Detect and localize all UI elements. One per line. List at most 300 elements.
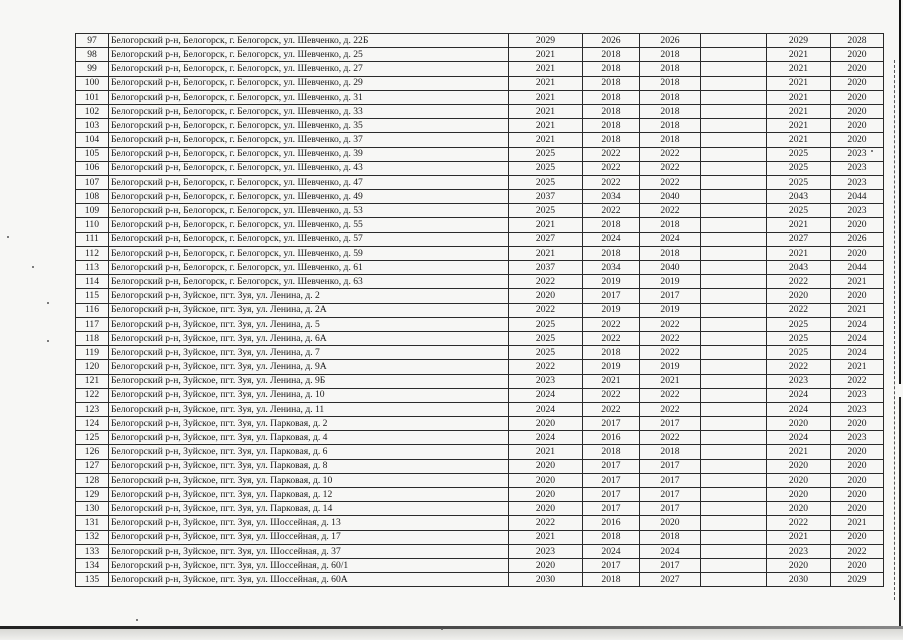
address-cell: Белогорский р-н, Зуйское, пгт. Зуя, ул. Шоссейная, д. 60/1 (109, 558, 509, 572)
year-cell-5: 2021 (767, 76, 831, 90)
year-cell-3: 2022 (640, 147, 701, 161)
year-cell-3: 2018 (640, 76, 701, 90)
year-cell-3: 2018 (640, 133, 701, 147)
table-row (76, 34, 884, 48)
row-number: 109 (76, 204, 109, 218)
year-cell-2: 2018 (583, 76, 640, 90)
year-cell-1: 2022 (509, 516, 583, 530)
year-cell-1: 2025 (509, 175, 583, 189)
year-cell-5: 2022 (767, 303, 831, 317)
year-cell-1: 2020 (509, 289, 583, 303)
scan-speck (441, 628, 443, 630)
year-cell-4 (701, 459, 767, 473)
row-number: 131 (76, 516, 109, 530)
year-cell-2: 2018 (583, 530, 640, 544)
year-cell-2: 2019 (583, 275, 640, 289)
row-number: 117 (76, 317, 109, 331)
year-cell-6: 2020 (831, 502, 884, 516)
address-cell: Белогорский р-н, Белогорск, г. Белогорск, ул. Шевченко, д. 22Б (109, 34, 509, 48)
address-cell: Белогорский р-н, Белогорск, г. Белогорск, ул. Шевченко, д. 53 (109, 204, 509, 218)
address-cell: Белогорский р-н, Зуйское, пгт. Зуя, ул. Парковая, д. 6 (109, 445, 509, 459)
row-number: 130 (76, 502, 109, 516)
year-cell-5: 2022 (767, 516, 831, 530)
year-cell-5: 2023 (767, 544, 831, 558)
year-cell-5: 2022 (767, 275, 831, 289)
table-row (76, 261, 884, 275)
year-cell-1: 2020 (509, 558, 583, 572)
year-cell-5: 2027 (767, 232, 831, 246)
scan-bottom-shadow (0, 629, 903, 640)
address-cell: Белогорский р-н, Белогорск, г. Белогорск, ул. Шевченко, д. 39 (109, 147, 509, 161)
year-cell-2: 2017 (583, 473, 640, 487)
table-row (76, 502, 884, 516)
year-cell-3: 2022 (640, 175, 701, 189)
address-cell: Белогорский р-н, Зуйское, пгт. Зуя, ул. Ленина, д. 2 (109, 289, 509, 303)
year-cell-6: 2023 (831, 204, 884, 218)
table-body (76, 34, 884, 587)
year-cell-4 (701, 388, 767, 402)
year-cell-6: 2023 (831, 175, 884, 189)
year-cell-3: 2027 (640, 573, 701, 587)
year-cell-5: 2021 (767, 104, 831, 118)
year-cell-5: 2025 (767, 175, 831, 189)
address-cell: Белогорский р-н, Зуйское, пгт. Зуя, ул. Ленина, д. 9А (109, 360, 509, 374)
address-cell: Белогорский р-н, Белогорск, г. Белогорск, ул. Шевченко, д. 55 (109, 218, 509, 232)
year-cell-3: 2022 (640, 388, 701, 402)
row-number: 99 (76, 62, 109, 76)
year-cell-1: 2024 (509, 402, 583, 416)
year-cell-3: 2018 (640, 104, 701, 118)
year-cell-1: 2025 (509, 161, 583, 175)
year-cell-3: 2040 (640, 190, 701, 204)
year-cell-1: 2020 (509, 459, 583, 473)
year-cell-1: 2021 (509, 119, 583, 133)
year-cell-1: 2022 (509, 360, 583, 374)
table-row (76, 431, 884, 445)
year-cell-5: 2025 (767, 161, 831, 175)
year-cell-4 (701, 402, 767, 416)
year-cell-4 (701, 90, 767, 104)
year-cell-4 (701, 147, 767, 161)
year-cell-5: 2021 (767, 48, 831, 62)
year-cell-4 (701, 431, 767, 445)
page-edge-shadow (899, 0, 901, 640)
year-cell-4 (701, 417, 767, 431)
table-row (76, 76, 884, 90)
year-cell-4 (701, 76, 767, 90)
year-cell-3: 2018 (640, 218, 701, 232)
year-cell-6: 2020 (831, 48, 884, 62)
address-cell: Белогорский р-н, Зуйское, пгт. Зуя, ул. Парковая, д. 8 (109, 459, 509, 473)
year-cell-5: 2025 (767, 204, 831, 218)
year-cell-1: 2025 (509, 204, 583, 218)
year-cell-6: 2023 (831, 431, 884, 445)
address-cell: Белогорский р-н, Зуйское, пгт. Зуя, ул. Ленина, д. 5 (109, 317, 509, 331)
year-cell-1: 2021 (509, 133, 583, 147)
year-cell-3: 2017 (640, 473, 701, 487)
buildings-table (75, 33, 884, 587)
address-cell: Белогорский р-н, Белогорск, г. Белогорск, ул. Шевченко, д. 33 (109, 104, 509, 118)
year-cell-5: 2024 (767, 402, 831, 416)
year-cell-2: 2016 (583, 516, 640, 530)
year-cell-6: 2023 (831, 161, 884, 175)
year-cell-3: 2017 (640, 417, 701, 431)
year-cell-3: 2017 (640, 488, 701, 502)
year-cell-1: 2020 (509, 473, 583, 487)
year-cell-4 (701, 175, 767, 189)
row-number: 113 (76, 261, 109, 275)
table-row (76, 147, 884, 161)
year-cell-5: 2022 (767, 360, 831, 374)
year-cell-2: 2018 (583, 246, 640, 260)
year-cell-2: 2022 (583, 161, 640, 175)
row-number: 125 (76, 431, 109, 445)
table-row (76, 275, 884, 289)
year-cell-6: 2021 (831, 516, 884, 530)
row-number: 132 (76, 530, 109, 544)
table-row (76, 119, 884, 133)
table-row (76, 90, 884, 104)
year-cell-6: 2020 (831, 246, 884, 260)
year-cell-2: 2026 (583, 34, 640, 48)
year-cell-3: 2022 (640, 431, 701, 445)
year-cell-6: 2029 (831, 573, 884, 587)
year-cell-3: 2018 (640, 246, 701, 260)
address-cell: Белогорский р-н, Зуйское, пгт. Зуя, ул. Ленина, д. 6А (109, 331, 509, 345)
year-cell-6: 2020 (831, 417, 884, 431)
row-number: 116 (76, 303, 109, 317)
year-cell-1: 2020 (509, 502, 583, 516)
year-cell-6: 2026 (831, 232, 884, 246)
year-cell-6: 2020 (831, 473, 884, 487)
year-cell-6: 2024 (831, 331, 884, 345)
year-cell-6: 2020 (831, 76, 884, 90)
year-cell-2: 2018 (583, 48, 640, 62)
table-row (76, 346, 884, 360)
year-cell-5: 2021 (767, 62, 831, 76)
year-cell-2: 2016 (583, 431, 640, 445)
table-row (76, 488, 884, 502)
address-cell: Белогорский р-н, Белогорск, г. Белогорск, ул. Шевченко, д. 43 (109, 161, 509, 175)
year-cell-4 (701, 317, 767, 331)
year-cell-3: 2026 (640, 34, 701, 48)
year-cell-1: 2021 (509, 445, 583, 459)
year-cell-2: 2018 (583, 90, 640, 104)
scan-speck (47, 340, 49, 342)
row-number: 123 (76, 402, 109, 416)
year-cell-5: 2043 (767, 261, 831, 275)
year-cell-5: 2020 (767, 558, 831, 572)
year-cell-3: 2022 (640, 204, 701, 218)
year-cell-6: 2044 (831, 190, 884, 204)
year-cell-2: 2018 (583, 218, 640, 232)
table-row (76, 232, 884, 246)
year-cell-5: 2025 (767, 346, 831, 360)
address-cell: Белогорский р-н, Зуйское, пгт. Зуя, ул. Парковая, д. 2 (109, 417, 509, 431)
year-cell-3: 2018 (640, 445, 701, 459)
year-cell-2: 2034 (583, 190, 640, 204)
year-cell-5: 2030 (767, 573, 831, 587)
address-cell: Белогорский р-н, Зуйское, пгт. Зуя, ул. Шоссейная, д. 13 (109, 516, 509, 530)
table-row (76, 402, 884, 416)
year-cell-6: 2020 (831, 289, 884, 303)
year-cell-5: 2021 (767, 530, 831, 544)
year-cell-5: 2020 (767, 502, 831, 516)
scan-speck (47, 302, 49, 304)
table-row (76, 516, 884, 530)
year-cell-4 (701, 374, 767, 388)
year-cell-5: 2020 (767, 289, 831, 303)
year-cell-1: 2029 (509, 34, 583, 48)
year-cell-1: 2021 (509, 246, 583, 260)
address-cell: Белогорский р-н, Белогорск, г. Белогорск, ул. Шевченко, д. 47 (109, 175, 509, 189)
page-edge-dash (894, 60, 896, 600)
row-number: 106 (76, 161, 109, 175)
address-cell: Белогорский р-н, Белогорск, г. Белогорск, ул. Шевченко, д. 31 (109, 90, 509, 104)
scan-speck (32, 266, 34, 268)
table-row (76, 289, 884, 303)
year-cell-1: 2024 (509, 388, 583, 402)
row-number: 114 (76, 275, 109, 289)
table-row (76, 388, 884, 402)
year-cell-6: 2022 (831, 374, 884, 388)
year-cell-1: 2030 (509, 573, 583, 587)
row-number: 112 (76, 246, 109, 260)
table-row (76, 218, 884, 232)
year-cell-1: 2025 (509, 317, 583, 331)
year-cell-3: 2017 (640, 459, 701, 473)
year-cell-2: 2017 (583, 558, 640, 572)
year-cell-2: 2018 (583, 445, 640, 459)
year-cell-1: 2025 (509, 147, 583, 161)
year-cell-2: 2017 (583, 488, 640, 502)
year-cell-2: 2018 (583, 346, 640, 360)
year-cell-2: 2022 (583, 331, 640, 345)
row-number: 118 (76, 331, 109, 345)
year-cell-1: 2020 (509, 488, 583, 502)
row-number: 124 (76, 417, 109, 431)
year-cell-6: 2020 (831, 218, 884, 232)
year-cell-1: 2024 (509, 431, 583, 445)
year-cell-2: 2022 (583, 175, 640, 189)
year-cell-2: 2019 (583, 303, 640, 317)
year-cell-2: 2022 (583, 204, 640, 218)
address-cell: Белогорский р-н, Зуйское, пгт. Зуя, ул. Шоссейная, д. 60А (109, 573, 509, 587)
year-cell-4 (701, 289, 767, 303)
row-number: 115 (76, 289, 109, 303)
address-cell: Белогорский р-н, Белогорск, г. Белогорск, ул. Шевченко, д. 37 (109, 133, 509, 147)
address-cell: Белогорский р-н, Белогорск, г. Белогорск, ул. Шевченко, д. 25 (109, 48, 509, 62)
address-cell: Белогорский р-н, Белогорск, г. Белогорск, ул. Шевченко, д. 27 (109, 62, 509, 76)
year-cell-4 (701, 246, 767, 260)
year-cell-6: 2023 (831, 388, 884, 402)
row-number: 121 (76, 374, 109, 388)
row-number: 133 (76, 544, 109, 558)
address-cell: Белогорский р-н, Зуйское, пгт. Зуя, ул. Парковая, д. 4 (109, 431, 509, 445)
table-row (76, 544, 884, 558)
row-number: 120 (76, 360, 109, 374)
row-number: 102 (76, 104, 109, 118)
year-cell-3: 2022 (640, 402, 701, 416)
table-row (76, 558, 884, 572)
year-cell-2: 2017 (583, 289, 640, 303)
year-cell-3: 2018 (640, 119, 701, 133)
year-cell-2: 2017 (583, 417, 640, 431)
year-cell-6: 2024 (831, 346, 884, 360)
year-cell-5: 2021 (767, 90, 831, 104)
year-cell-6: 2028 (831, 34, 884, 48)
year-cell-4 (701, 544, 767, 558)
year-cell-4 (701, 218, 767, 232)
row-number: 103 (76, 119, 109, 133)
year-cell-5: 2025 (767, 317, 831, 331)
year-cell-5: 2021 (767, 246, 831, 260)
address-cell: Белогорский р-н, Зуйское, пгт. Зуя, ул. Шоссейная, д. 37 (109, 544, 509, 558)
table-row (76, 374, 884, 388)
year-cell-2: 2017 (583, 502, 640, 516)
row-number: 128 (76, 473, 109, 487)
year-cell-2: 2018 (583, 104, 640, 118)
year-cell-4 (701, 331, 767, 345)
year-cell-1: 2021 (509, 530, 583, 544)
year-cell-3: 2024 (640, 232, 701, 246)
year-cell-3: 2040 (640, 261, 701, 275)
row-number: 135 (76, 573, 109, 587)
table-row (76, 104, 884, 118)
year-cell-6: 2020 (831, 445, 884, 459)
address-cell: Белогорский р-н, Зуйское, пгт. Зуя, ул. Шоссейная, д. 17 (109, 530, 509, 544)
year-cell-6: 2020 (831, 62, 884, 76)
row-number: 104 (76, 133, 109, 147)
year-cell-4 (701, 190, 767, 204)
scan-speck (136, 619, 138, 621)
address-cell: Белогорский р-н, Белогорск, г. Белогорск, ул. Шевченко, д. 57 (109, 232, 509, 246)
year-cell-2: 2018 (583, 573, 640, 587)
row-number: 127 (76, 459, 109, 473)
year-cell-2: 2019 (583, 360, 640, 374)
year-cell-2: 2018 (583, 119, 640, 133)
address-cell: Белогорский р-н, Зуйское, пгт. Зуя, ул. Парковая, д. 12 (109, 488, 509, 502)
row-number: 98 (76, 48, 109, 62)
table-row (76, 190, 884, 204)
year-cell-3: 2022 (640, 161, 701, 175)
year-cell-4 (701, 161, 767, 175)
year-cell-4 (701, 104, 767, 118)
row-number: 122 (76, 388, 109, 402)
year-cell-6: 2021 (831, 360, 884, 374)
year-cell-1: 2025 (509, 346, 583, 360)
table-row (76, 360, 884, 374)
year-cell-3: 2018 (640, 48, 701, 62)
year-cell-6: 2020 (831, 459, 884, 473)
year-cell-5: 2023 (767, 374, 831, 388)
table-row (76, 317, 884, 331)
year-cell-4 (701, 204, 767, 218)
table-row (76, 161, 884, 175)
year-cell-4 (701, 488, 767, 502)
year-cell-3: 2018 (640, 530, 701, 544)
row-number: 105 (76, 147, 109, 161)
address-cell: Белогорский р-н, Зуйское, пгт. Зуя, ул. Парковая, д. 14 (109, 502, 509, 516)
year-cell-4 (701, 62, 767, 76)
year-cell-6: 2020 (831, 133, 884, 147)
year-cell-4 (701, 530, 767, 544)
year-cell-5: 2020 (767, 459, 831, 473)
year-cell-1: 2021 (509, 62, 583, 76)
year-cell-4 (701, 133, 767, 147)
table-row (76, 473, 884, 487)
row-number: 119 (76, 346, 109, 360)
year-cell-1: 2023 (509, 544, 583, 558)
year-cell-5: 2024 (767, 388, 831, 402)
year-cell-4 (701, 48, 767, 62)
table-row (76, 445, 884, 459)
year-cell-2: 2034 (583, 261, 640, 275)
year-cell-4 (701, 275, 767, 289)
year-cell-4 (701, 232, 767, 246)
table-row (76, 204, 884, 218)
row-number: 110 (76, 218, 109, 232)
year-cell-6: 2020 (831, 558, 884, 572)
year-cell-6: 2020 (831, 488, 884, 502)
year-cell-6: 2022 (831, 544, 884, 558)
year-cell-4 (701, 573, 767, 587)
year-cell-6: 2020 (831, 119, 884, 133)
year-cell-6: 2020 (831, 90, 884, 104)
year-cell-5: 2025 (767, 147, 831, 161)
year-cell-2: 2022 (583, 147, 640, 161)
year-cell-4 (701, 34, 767, 48)
year-cell-5: 2021 (767, 133, 831, 147)
year-cell-1: 2022 (509, 275, 583, 289)
row-number: 100 (76, 76, 109, 90)
year-cell-3: 2022 (640, 346, 701, 360)
row-number: 108 (76, 190, 109, 204)
year-cell-6: 2020 (831, 530, 884, 544)
year-cell-3: 2022 (640, 331, 701, 345)
address-cell: Белогорский р-н, Зуйское, пгт. Зуя, ул. Ленина, д. 9Б (109, 374, 509, 388)
year-cell-3: 2022 (640, 317, 701, 331)
table-row (76, 133, 884, 147)
year-cell-5: 2029 (767, 34, 831, 48)
row-number: 129 (76, 488, 109, 502)
table-row (76, 417, 884, 431)
year-cell-6: 2021 (831, 303, 884, 317)
address-cell: Белогорский р-н, Белогорск, г. Белогорск, ул. Шевченко, д. 61 (109, 261, 509, 275)
year-cell-1: 2021 (509, 104, 583, 118)
year-cell-2: 2024 (583, 232, 640, 246)
address-cell: Белогорский р-н, Зуйское, пгт. Зуя, ул. Ленина, д. 10 (109, 388, 509, 402)
year-cell-2: 2017 (583, 459, 640, 473)
year-cell-3: 2017 (640, 289, 701, 303)
year-cell-3: 2024 (640, 544, 701, 558)
year-cell-5: 2020 (767, 473, 831, 487)
scan-speck (871, 150, 873, 152)
year-cell-4 (701, 261, 767, 275)
year-cell-3: 2019 (640, 275, 701, 289)
row-number: 134 (76, 558, 109, 572)
year-cell-5: 2043 (767, 190, 831, 204)
scan-speck (7, 236, 9, 238)
table-row (76, 62, 884, 76)
year-cell-1: 2022 (509, 303, 583, 317)
year-cell-5: 2021 (767, 445, 831, 459)
year-cell-6: 2044 (831, 261, 884, 275)
year-cell-2: 2022 (583, 388, 640, 402)
year-cell-4 (701, 516, 767, 530)
year-cell-2: 2021 (583, 374, 640, 388)
table-row (76, 459, 884, 473)
